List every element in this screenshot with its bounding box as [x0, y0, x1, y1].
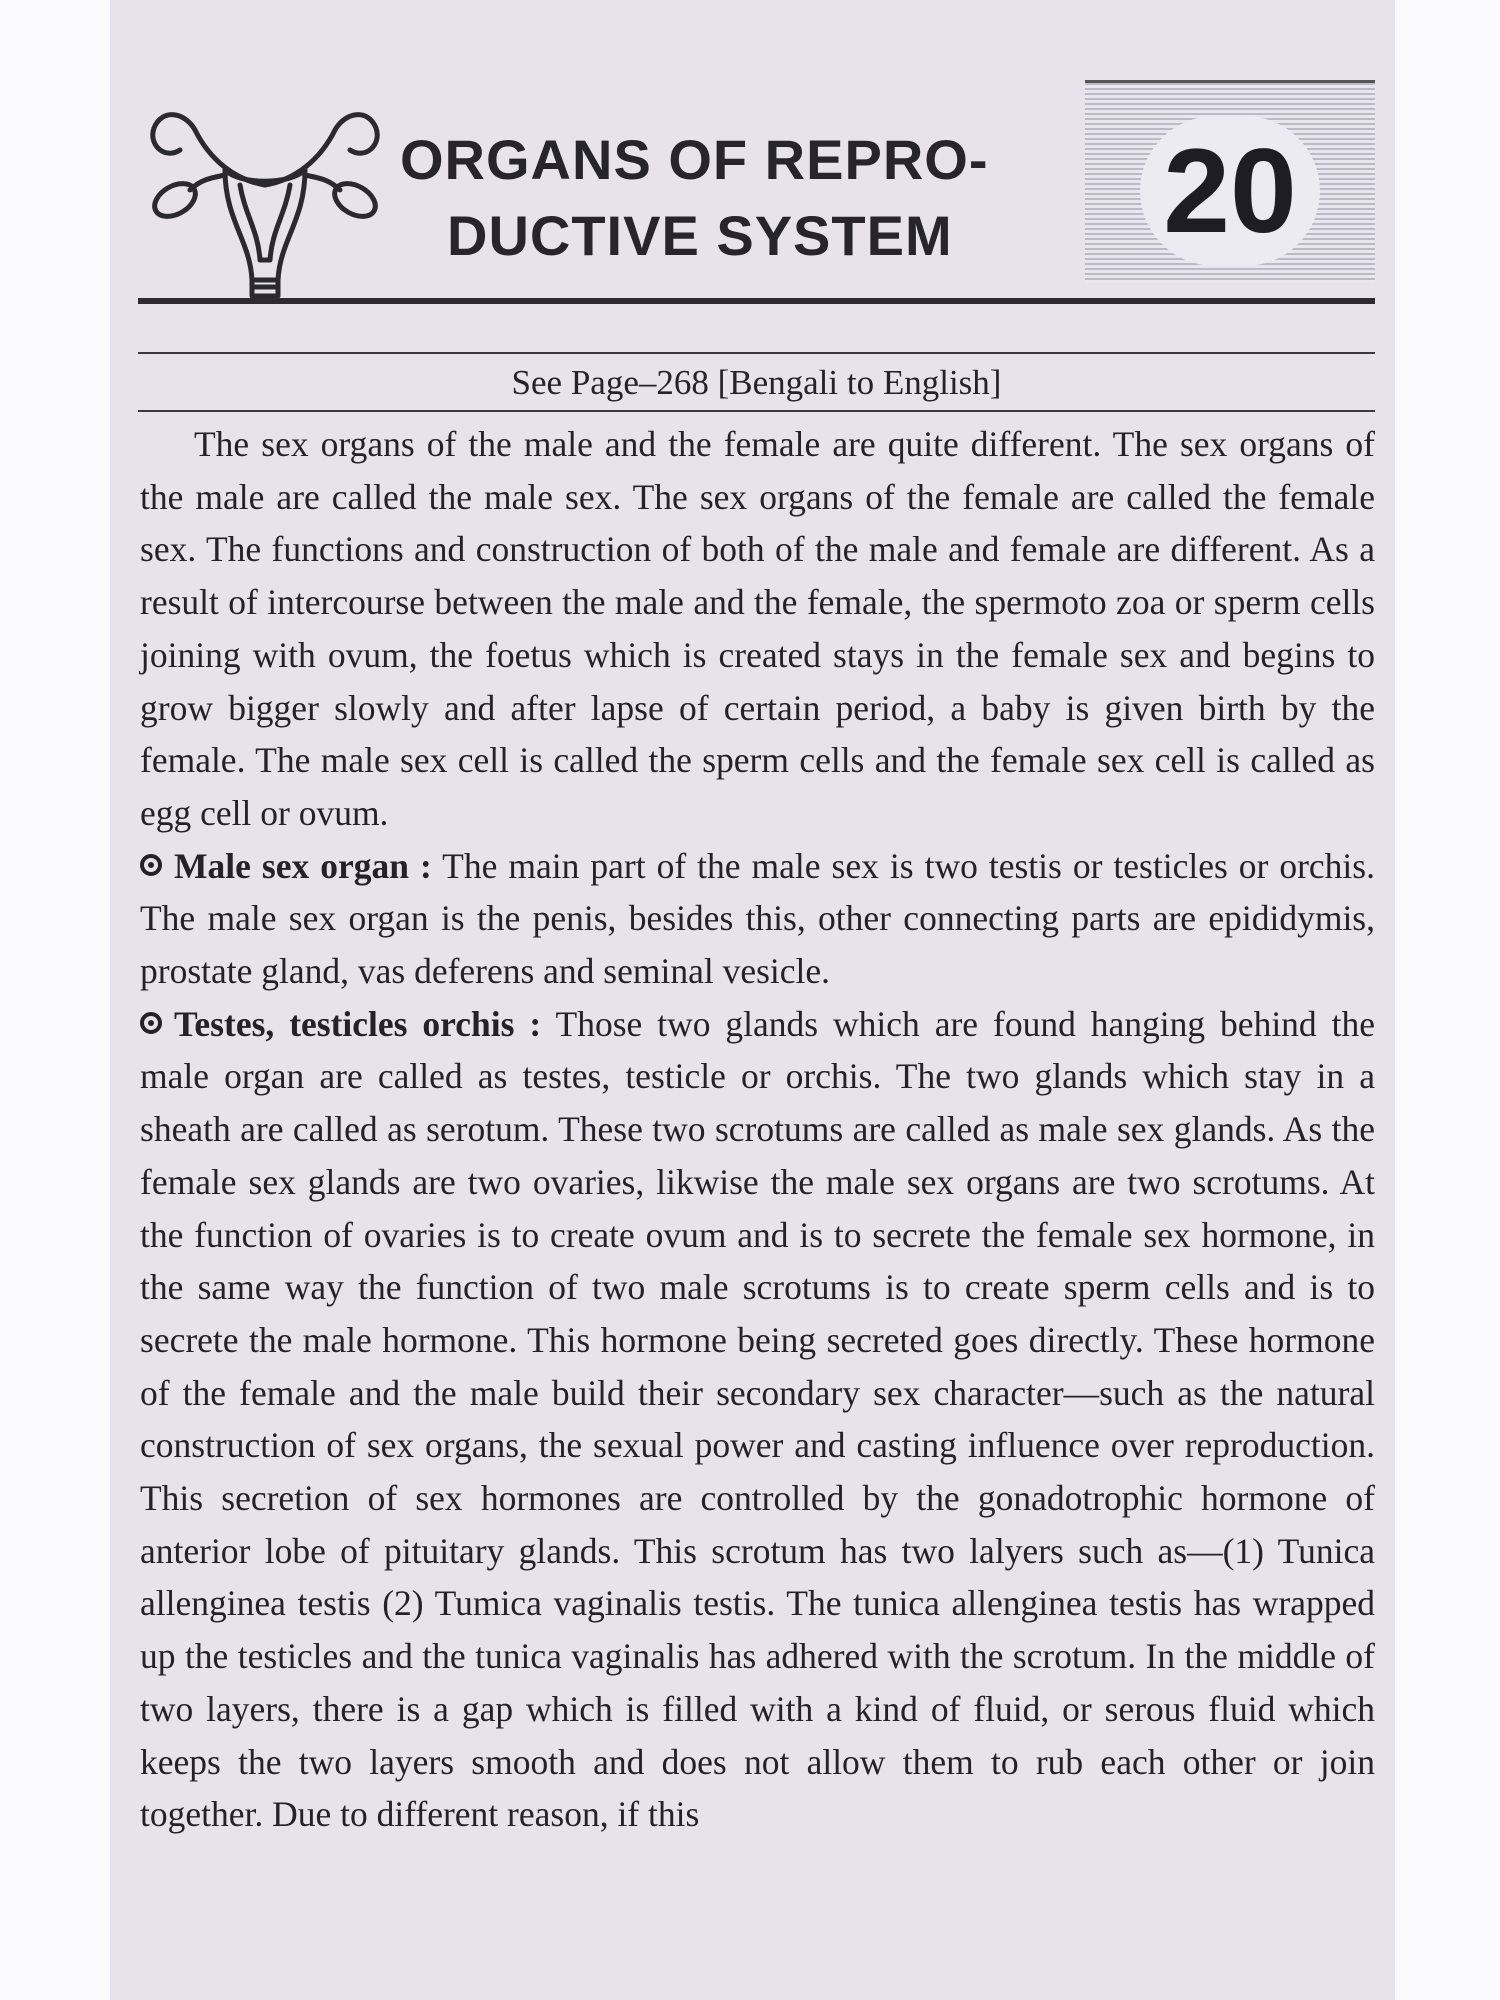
chapter-header — [140, 80, 1375, 305]
term-heading: Testes, testicles orchis : — [174, 1003, 542, 1044]
testes-paragraph — [140, 998, 1375, 1841]
circle-bullet-icon — [140, 1012, 162, 1034]
title-line-1: ORGANS OF REPRO- — [400, 128, 989, 191]
body-text — [140, 418, 1375, 1841]
see-page-note: See Page–268 [Bengali to English] — [511, 363, 1002, 402]
intro-paragraph: The sex organs of the male and the female are quite different. The sex organs of the male are called the male sex. The sex organs of the female are called the female sex. The functions and construction of both of the male and female are different. As a result of intercourse between the male and the female, the spermoto zoa or sperm cells joining with ovum, the foetus which is created stays in the female sex and begins to grow bigger slowly and after lapse of certain period, a baby is given birth by the female. The male sex cell is called the sperm cells and the female sex cell is called as egg cell or ovum. — [140, 424, 1375, 833]
divider-bottom — [138, 410, 1375, 412]
chapter-title — [400, 122, 988, 274]
divider-top — [138, 352, 1375, 354]
title-line-2: DUCTIVE SYSTEM — [447, 204, 953, 267]
circle-bullet-icon — [140, 854, 162, 876]
header-rule — [138, 298, 1375, 304]
paragraph-text: Those two glands which are found hanging behind the male organ are called as testes, testicle or orchis. The two glands which stay in a sheath are called as serotum. These two scrotums are called as male sex glands. As the female sex glands are two ovaries, likwise the male sex organs are two scrotums. At the function of ovaries is to create ovum and is to secrete the female sex hormone, in the same way the function of two male scrotums is to create sperm cells and is to secrete the male hormone. This hormone being secreted goes directly. These hormone of the female and the male build their secondary sex character—such as the natural construction of sex organs, the sexual power and casting influence over reproduction. This secretion of sex hormones are controlled by the gonadotrophic hormone of anterior lobe of pituitary glands. This scrotum has two lalyers such as—(1) Tunica allenginea testis (2) Tumica vaginalis testis. The tunica allenginea testis has wrapped up the testicles and the tunica vaginalis has adhered with the scrotum. In the middle of two layers, there is a gap which is filled with a kind of fluid, or serous fluid which keeps the two layers smooth and does not allow them to rub each other or join together. Due to different reason, if this — [140, 1003, 1375, 1835]
chapter-number: 20 — [1140, 116, 1320, 266]
term-heading: Male sex organ : — [174, 845, 432, 886]
paragraph-text: The main part of the male sex is two testis or testicles or orchis. The male sex organ is the penis, besides this, other connecting parts are epididymis, prostate gland, vas deferens and seminal vesicle. — [140, 845, 1375, 992]
uterus-icon — [140, 90, 390, 300]
male-sex-organ-paragraph — [140, 840, 1375, 998]
